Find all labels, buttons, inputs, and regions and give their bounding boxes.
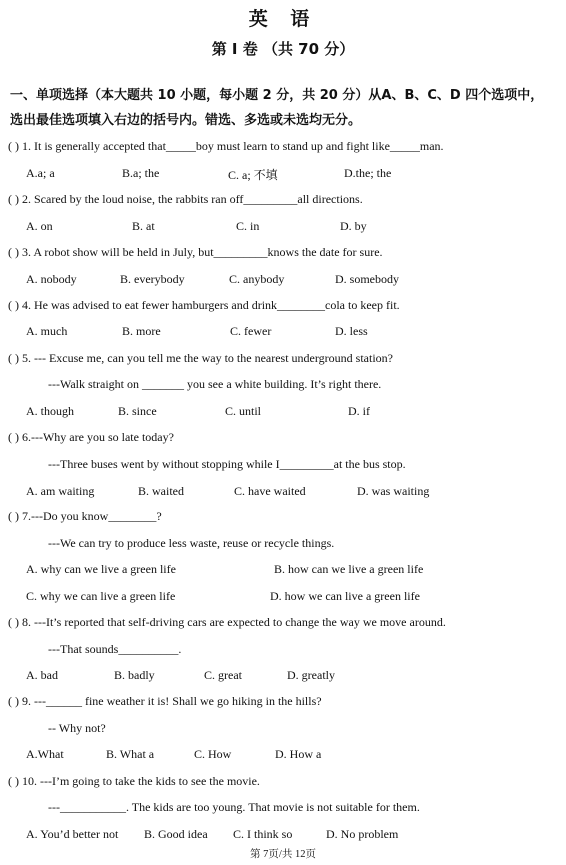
question-3-stem: ( ) 3. A robot show will be held in July, but_________knows the date for sure. <box>8 245 383 259</box>
q4-option-d: D. less <box>335 324 368 338</box>
q5-option-a: A. though <box>26 404 74 418</box>
q7-option-c: C. why we can live a green life <box>26 589 176 603</box>
question-9-stem: ( ) 9. ---______ fine weather it is! Shall we go hiking in the hills? <box>8 694 322 708</box>
q3-option-c: C. anybody <box>229 272 285 286</box>
q5-option-d: D. if <box>348 404 370 418</box>
question-5-response: ---Walk straight on _______ you see a white building. It’s right there. <box>48 377 382 391</box>
page-title: 英 语 <box>248 8 318 30</box>
q8-option-b: B. badly <box>114 668 155 682</box>
instructions-line-2: 选出最佳选项填入右边的括号内。错选、多选或未选均无分。 <box>10 113 362 128</box>
question-4-stem: ( ) 4. He was advised to eat fewer hamburgers and drink________cola to keep fit. <box>8 298 400 312</box>
question-6-response: ---Three buses went by without stopping while I_________at the bus stop. <box>48 457 406 471</box>
q1-option-a: A.a; a <box>26 166 55 180</box>
question-2-stem: ( ) 2. Scared by the loud noise, the rabbits ran off_________all directions. <box>8 192 363 206</box>
instructions-line-1: 一、单项选择（本大题共 10 小题，每小题 2 分，共 20 分）从A、B、C、D 四个选项中， <box>10 88 544 103</box>
q3-option-b: B. everybody <box>120 272 185 286</box>
q2-option-a: A. on <box>26 219 53 233</box>
q6-option-d: D. was waiting <box>357 484 430 498</box>
q7-option-b: B. how can we live a green life <box>274 562 424 576</box>
question-7-response: ---We can try to produce less waste, reuse or recycle things. <box>48 536 335 550</box>
question-10-stem: ( ) 10. ---I’m going to take the kids to see the movie. <box>8 774 260 788</box>
question-8-stem: ( ) 8. ---It’s reported that self-driving cars are expected to change the way we move around. <box>8 615 446 629</box>
q8-option-c: C. great <box>204 668 242 682</box>
q1-option-c: C. a; 不填 <box>228 168 278 182</box>
q10-option-b: B. Good idea <box>144 827 208 841</box>
q6-option-b: B. waited <box>138 484 184 498</box>
q5-option-c: C. until <box>225 404 262 418</box>
q4-option-c: C. fewer <box>230 324 272 338</box>
section-subtitle: 第 I 卷 （共 70 分） <box>211 40 355 58</box>
q1-option-b: B.a; the <box>122 166 160 180</box>
q9-option-c: C. How <box>194 747 232 761</box>
q8-option-a: A. bad <box>26 668 58 682</box>
question-7-stem: ( ) 7.---Do you know________? <box>8 509 162 523</box>
q2-option-b: B. at <box>132 219 155 233</box>
question-8-response: ---That sounds__________. <box>48 642 182 656</box>
q10-option-d: D. No problem <box>326 827 399 841</box>
question-9-response: -- Why not? <box>48 721 106 735</box>
q4-option-a: A. much <box>26 324 68 338</box>
q3-option-d: D. somebody <box>335 272 399 286</box>
q9-option-a: A.What <box>26 747 64 761</box>
q7-option-d: D. how we can live a green life <box>270 589 420 603</box>
q5-option-b: B. since <box>118 404 157 418</box>
q7-option-a: A. why can we live a green life <box>26 562 176 576</box>
q4-option-b: B. more <box>122 324 161 338</box>
question-1-stem: ( ) 1. It is generally accepted that_____boy must learn to stand up and fight like_____man. <box>8 139 444 153</box>
q6-option-a: A. am waiting <box>26 484 95 498</box>
q8-option-d: D. greatly <box>287 668 335 682</box>
q2-option-d: D. by <box>340 219 367 233</box>
q9-option-d: D. How a <box>275 747 322 761</box>
q3-option-a: A. nobody <box>26 272 77 286</box>
page-number: 第 7页/共 12页 <box>250 849 316 860</box>
q9-option-b: B. What a <box>106 747 155 761</box>
q10-option-a: A. You’d better not <box>26 827 119 841</box>
q2-option-c: C. in <box>236 219 260 233</box>
question-5-stem: ( ) 5. --- Excuse me, can you tell me the way to the nearest underground station? <box>8 351 393 365</box>
q1-option-d: D.the; the <box>344 166 392 180</box>
question-6-stem: ( ) 6.---Why are you so late today? <box>8 430 174 444</box>
q10-option-c: C. I think so <box>233 827 293 841</box>
q6-option-c: C. have waited <box>234 484 306 498</box>
question-10-response: ---___________. The kids are too young. That movie is not suitable for them. <box>48 800 420 814</box>
